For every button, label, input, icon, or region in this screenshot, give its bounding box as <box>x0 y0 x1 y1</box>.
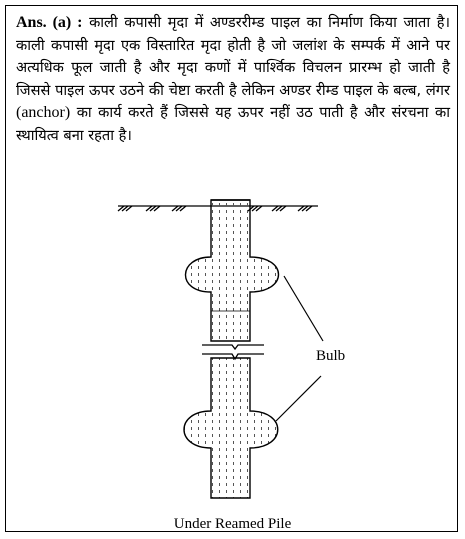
bulb-leader-upper <box>284 276 323 341</box>
bulb-leader-lower <box>276 376 321 421</box>
answer-label: Ans. (a) : <box>16 14 83 31</box>
diagram-caption: Under Reamed Pile <box>173 516 292 532</box>
answer-box <box>5 5 458 532</box>
bulb-label: Bulb <box>316 348 346 364</box>
answer-text-before: काली कपासी मृदा में अण्डररीम्ड पाइल का निर्माण किया जाता है। काली कपासी मृदा एक विस्तारित मृदा होती है जो जलांश के सम्पर्क में आने पर अत्यधिक फूल जाती है और मृदा कणों में पार्श्विक विचलन प्रारम्भ हो जाती है जिससे पाइल ऊपर उठने की चेष्टा करती है लेकिन अण्डर रीम्ड पाइल के बल्ब, लंगर <box>16 14 450 99</box>
anchor-term: (anchor) <box>16 104 71 122</box>
pile-shaft-upper <box>185 200 278 341</box>
under-reamed-pile-diagram <box>6 6 459 533</box>
break-symbol <box>202 345 264 359</box>
pile-shaft-lower <box>184 358 278 498</box>
answer-text-after: का कार्य करते हैं जिससे यह ऊपर नहीं उठ पाती है और संरचना का स्थायित्व बना रहता है। <box>16 104 450 144</box>
